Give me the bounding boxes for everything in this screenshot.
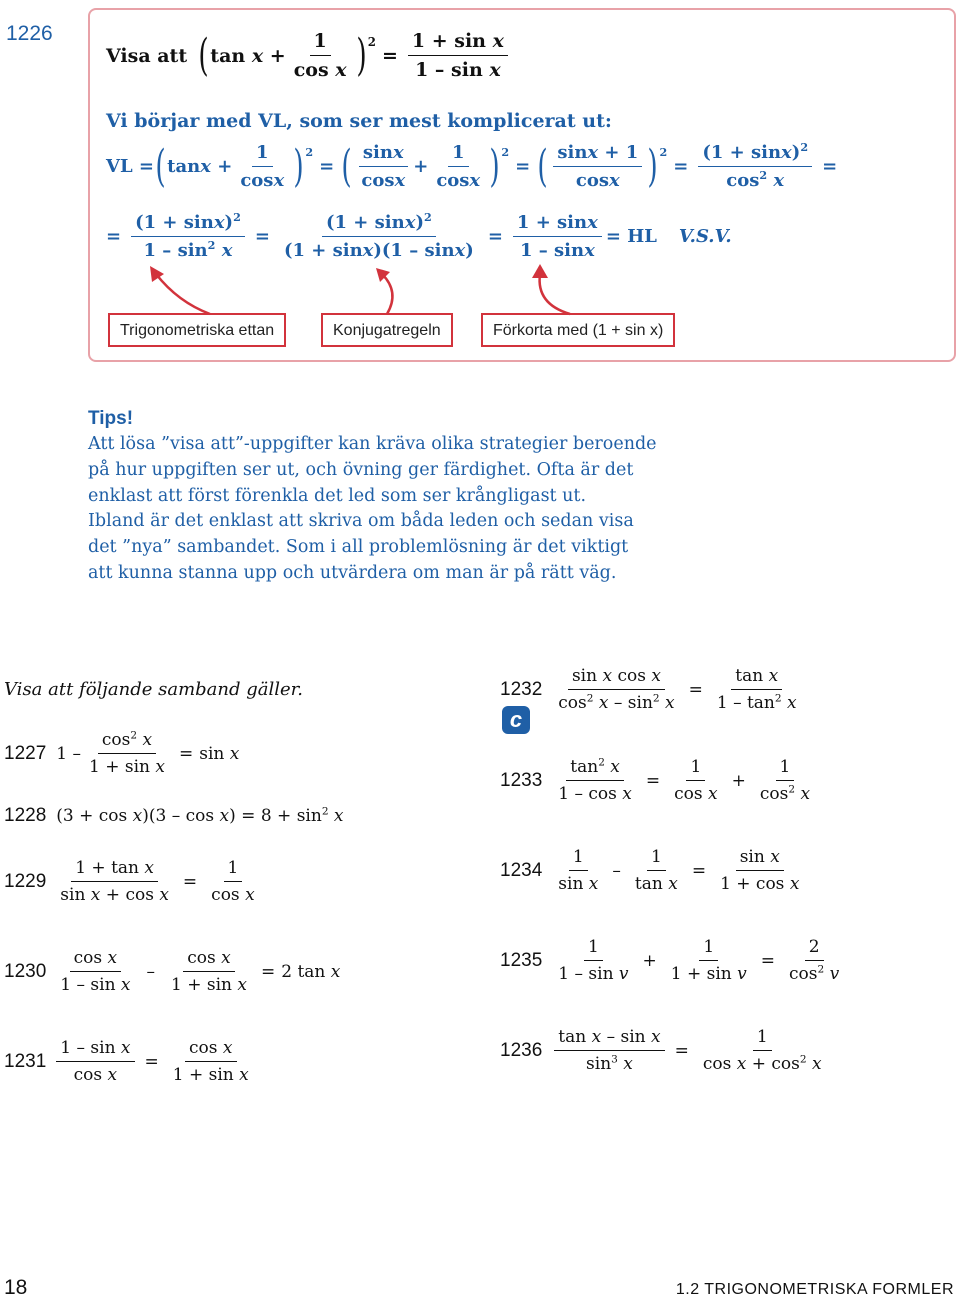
chapter-title: 1.2 TRIGONOMETRISKA FORMLER — [675, 1281, 954, 1298]
exercise-1228: 1228 $(3 + \cos x)(3 - \cos x) = 8 + \sin^2 x$ — [4, 805, 344, 826]
problem-number-1226: 1226 — [6, 22, 53, 45]
tips-title: Tips! — [88, 408, 134, 429]
solution-line-2: = $\frac{(1 + \sin x)^2}{1 - \sin^2 x}$ = $\frac{(1 + \sin x)^2}{(1 + \sin x)(1 - \sin x)}$ = $\frac{1 + \sin x}{1 - \sin x}$ = HL V.S.V. — [106, 211, 732, 261]
exercise-1231: 1231 $\frac{\text{1 – sin x}}{\text{cos x}}$ = $\frac{\text{cos x}}{\text{1 + sin x}}$ — [4, 1038, 249, 1085]
tips-line: på hur uppgiften ser ut, och övning ger färdighet. Ofta är det — [88, 459, 634, 480]
exercise-1229: 1229 $\frac{\text{1 + tan x}}{\text{sin x + cos x}}$ = $\frac{1}{\text{cos x}}$ — [4, 858, 255, 905]
arrow-3 — [540, 274, 570, 314]
label-konjugatregeln: Konjugatregeln — [321, 313, 453, 347]
exercise-1236: 1236 $\frac{\text{tan x – sin x}}{\sin^3 x}$ = $\frac{1}{\cos x + \cos^2 x}$ — [500, 1027, 822, 1074]
arrow-2 — [382, 274, 392, 314]
exercise-1235: 1235 $\frac{1}{\text{1 – sin v}}$ + $\frac{1}{\text{1 + sin v}}$ = $\frac{2}{\cos^2 v}$ — [500, 937, 840, 984]
calculator-badge: c — [502, 706, 530, 734]
hl-label: = HL — [605, 226, 657, 247]
exercise-number: 1230 — [4, 960, 47, 982]
exercise-1230: 1230 $\frac{\text{cos x}}{\text{1 – sin x}}$ – $\frac{\text{cos x}}{\text{1 + sin x}}$ = 2 tan x — [4, 948, 341, 995]
exercise-number: 1231 — [4, 1050, 47, 1072]
arrow-1 — [156, 274, 210, 314]
tips-body — [88, 432, 657, 587]
exercise-number: 1235 — [500, 949, 543, 971]
vsv-label: V.S.V. — [678, 226, 732, 247]
page-number: 18 — [4, 1276, 28, 1299]
exercise-number: 1228 — [4, 805, 47, 826]
solution-line-1: VL = ( tanx + $\frac{1}{\cos x}$ ) 2 = ( $\frac{\sin x}{\cos x}$ + $\frac{1}{\cos x}$ ) 2 = ( $\frac{\sin x + 1}{\cos x}$ ) 2 = $\frac{(1 + \sin x)^2}{\cos^2 x}$ = — [106, 140, 838, 192]
label-forkorta: Förkorta med (1 + sin x) — [481, 313, 675, 347]
tips-line: Att lösa ”visa att”-uppgifter kan kräva olika strategier beroende — [88, 434, 657, 454]
vl-label: VL = — [106, 156, 154, 177]
exercise-number: 1232 — [500, 678, 543, 700]
exercise-number: 1227 — [4, 742, 47, 764]
tips-line: Ibland är det enklast att skriva om båda leden och sedan visa — [88, 511, 634, 532]
exercise-1233: 1233 $\frac{\tan^2 x}{\text{1 – cos x}}$ = $\frac{1}{\text{cos x}}$ + $\frac{1}{\cos^2 x}$ — [500, 756, 811, 804]
exercise-1234: 1234 $\frac{1}{\text{sin x}}$ – $\frac{1}{\text{tan x}}$ = $\frac{\text{sin x}}{\text{1 + cos x}}$ — [500, 847, 800, 894]
exercise-number: 1234 — [500, 859, 543, 881]
label-trig-ettan: Trigonometriska ettan — [108, 313, 286, 347]
exercise-number: 1233 — [500, 769, 543, 791]
exercise-1227: 1227 1 – $\frac{\cos^2 x}{\text{1 + sin x}}$ = sin x — [4, 729, 240, 777]
tips-line: enklast att först förenkla det led som ser krångligast ut. — [88, 485, 587, 506]
tan-term: tan x + — [210, 44, 286, 67]
prompt-text: Visa att — [106, 44, 188, 67]
tips-line: att kunna stanna upp och utvärdera om man är på rätt väg. — [88, 562, 617, 583]
exercises-intro: Visa att följande samband gäller. — [4, 679, 304, 700]
problem-statement: Visa att ( tan x + $\frac{1}{\text{cos x}}$ ) 2 = $\frac{\text{1 + sin x}}{\text{1 – sin x}}$ — [106, 30, 512, 81]
solution-intro: Vi börjar med VL, som ser mest komplicerat ut: — [106, 110, 612, 132]
exercise-number: 1236 — [500, 1039, 543, 1061]
exercise-number: 1229 — [4, 870, 47, 892]
exercise-1232: 1232 $\frac{\text{sin x cos x}}{\cos^2 x - \sin^2 x}$ = $\frac{\text{tan x}}{1 - \tan^2 x}$ — [500, 666, 797, 713]
tips-line: det ”nya” sambandet. Som i all problemlösning är det viktigt — [88, 537, 629, 558]
